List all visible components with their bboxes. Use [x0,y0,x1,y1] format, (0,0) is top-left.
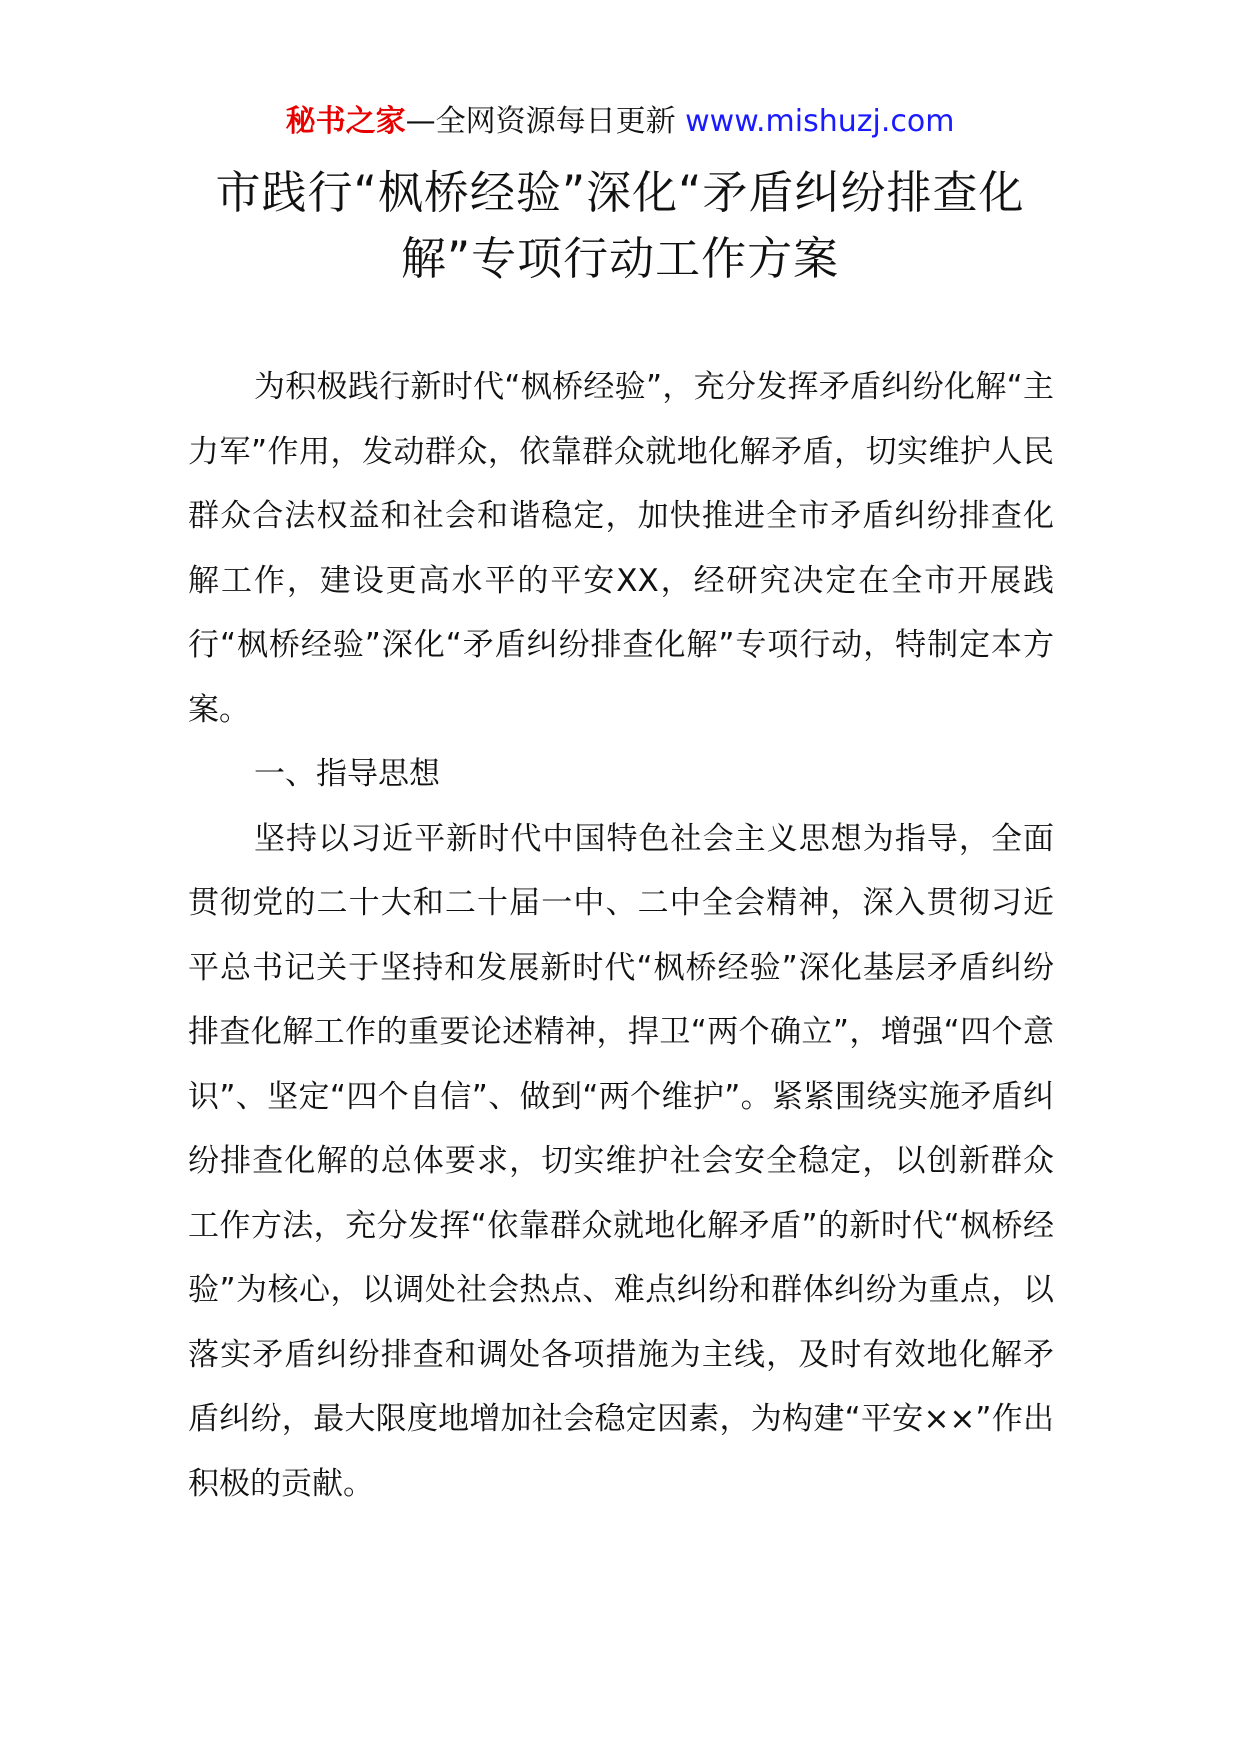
intro-paragraph: 为积极践行新时代“枫桥经验”，充分发挥矛盾纠纷化解“主力军”作用，发动群众，依靠群众就地化解矛盾，切实维护人民群众合法权益和社会和谐稳定，加快推进全市矛盾纠纷排查化解工作，建设更高水平的平安XX，经研究决定在全市开展践行“枫桥经验”深化“矛盾纠纷排查化解”专项行动，特制定本方案。 [188,369,1054,728]
body-paragraph: 坚持以习近平新时代中国特色社会主义思想为指导，全面贯彻党的二十大和二十届一中、二中全会精神，深入贯彻习近平总书记关于坚持和发展新时代“枫桥经验”深化基层矛盾纠纷排查化解工作的重要论述精神，捍卫“两个确立”，增强“四个意识”、坚定“四个自信”、做到“两个维护”。紧紧围绕实施矛盾纠纷排查化解的总体要求，切实维护社会安全稳定，以创新群众工作方法，充分发挥“依靠群众就地化解矛盾”的新时代“枫桥经验”为核心，以调处社会热点、难点纠纷和群体纠纷为重点，以落实矛盾纠纷排查和调处各项措施为主线，及时有效地化解矛盾纠纷，最大限度地增加社会稳定因素，为构建“平安××”作出积极的贡献。 [188,820,1054,1502]
site-header [0,100,1240,144]
section-heading: 一、指导思想 [254,756,440,792]
header-slogan: —全网资源每日更新 [405,104,686,139]
brand-name: 秘书之家 [285,104,406,139]
document-title: 市践行“枫桥经验”深化“矛盾纠纷排查化解”专项行动工作方案 [215,166,1025,285]
document-body [188,355,1054,1516]
site-url-link[interactable]: www.mishuzj.com [685,104,955,139]
